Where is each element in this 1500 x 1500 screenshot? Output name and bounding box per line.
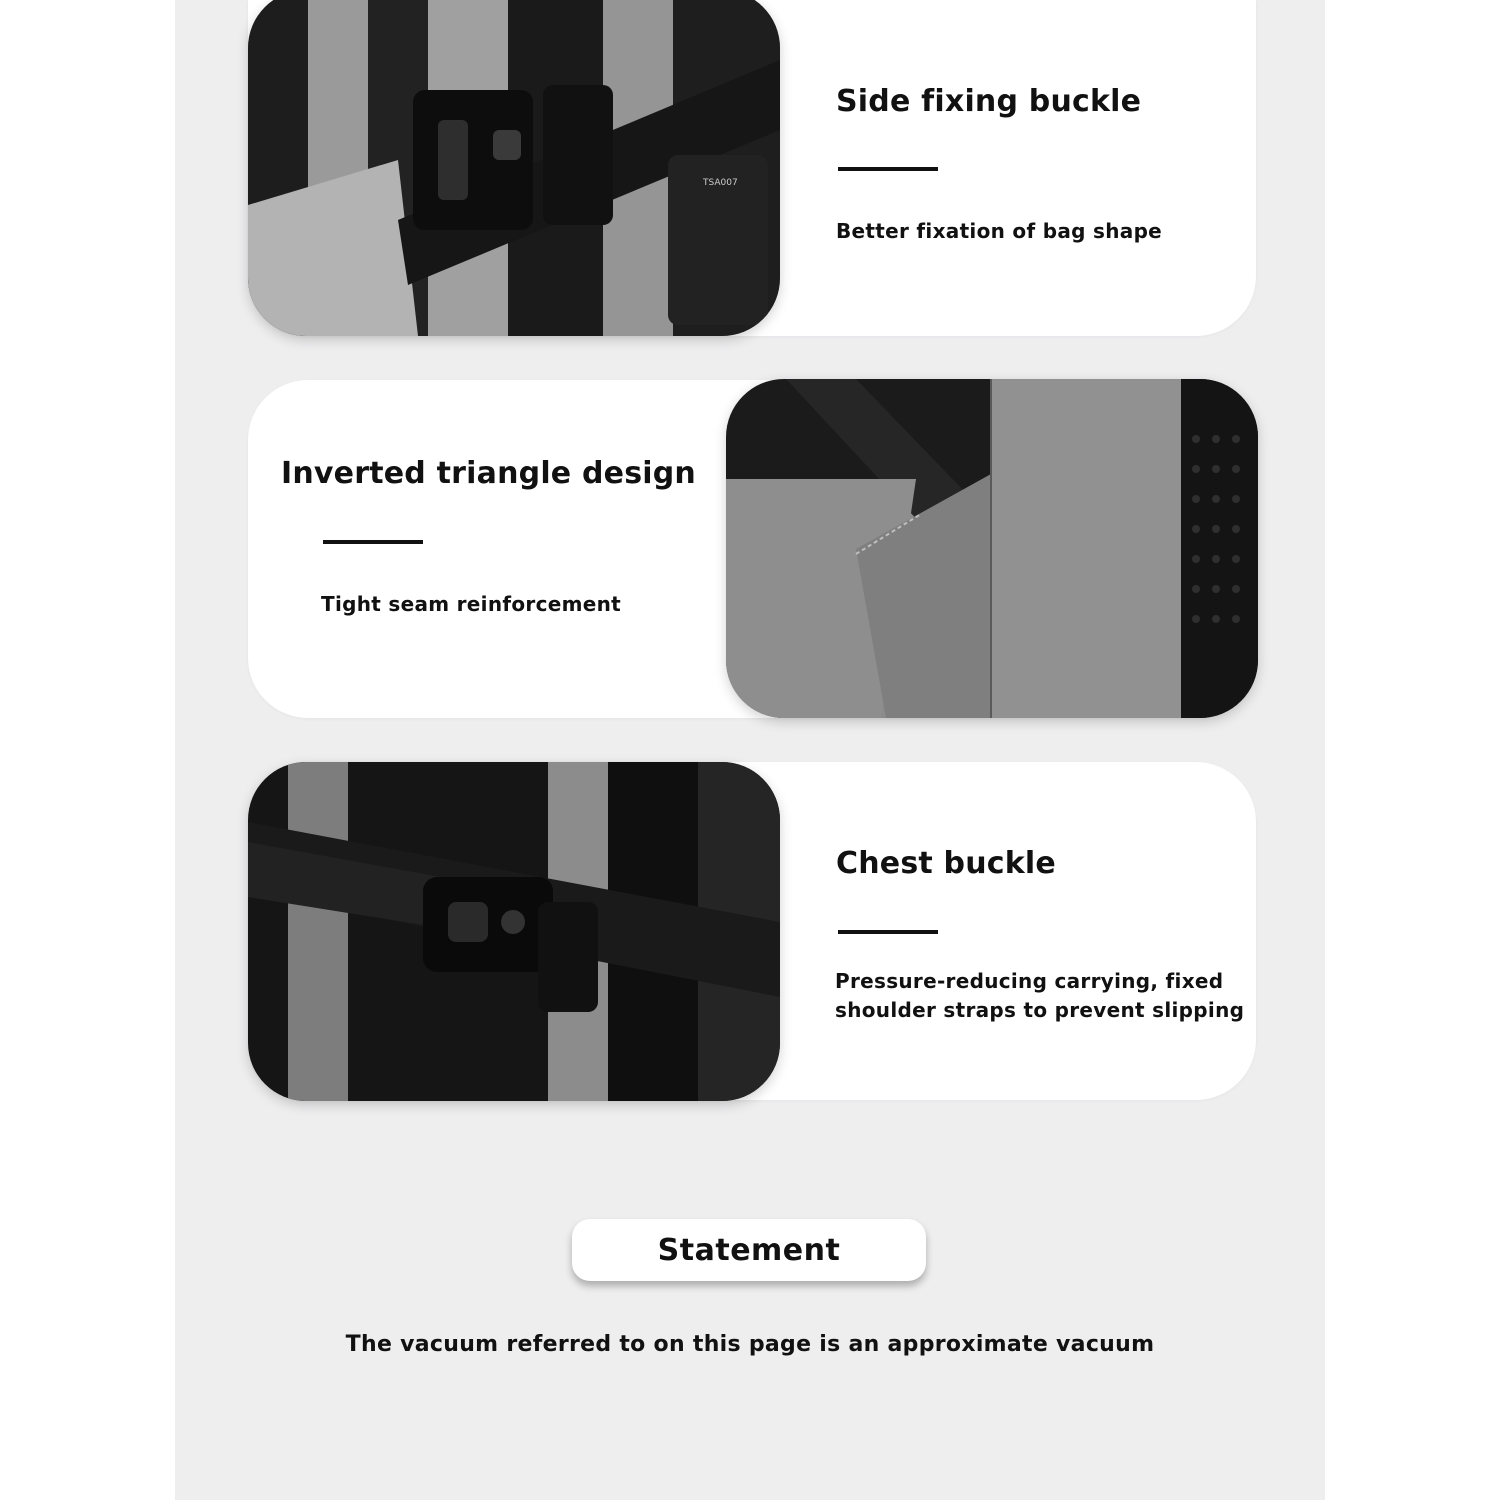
feature-description: Tight seam reinforcement [321,592,621,616]
statement-heading-pill [572,1219,926,1281]
feature-title: Inverted triangle design [281,456,696,491]
title-underline [838,930,938,934]
statement-text: The vacuum referred to on this page is an approximate vacuum [345,1332,1155,1357]
lock-label: TSA007 [703,178,738,188]
side-buckle-photo [248,0,780,336]
feature-description: Better fixation of bag shape [836,219,1163,243]
feature-title: Chest buckle [836,846,1056,881]
title-underline [323,540,423,544]
statement-heading: Statement [657,1232,841,1268]
feature-description-line: Pressure-reducing carrying, fixed [835,969,1224,993]
feature-title: Side fixing buckle [836,84,1142,119]
chest-buckle-photo [248,762,780,1101]
title-underline [838,167,938,171]
triangle-seam-photo [726,379,1258,718]
feature-description-line: shoulder straps to prevent slipping [835,998,1245,1022]
